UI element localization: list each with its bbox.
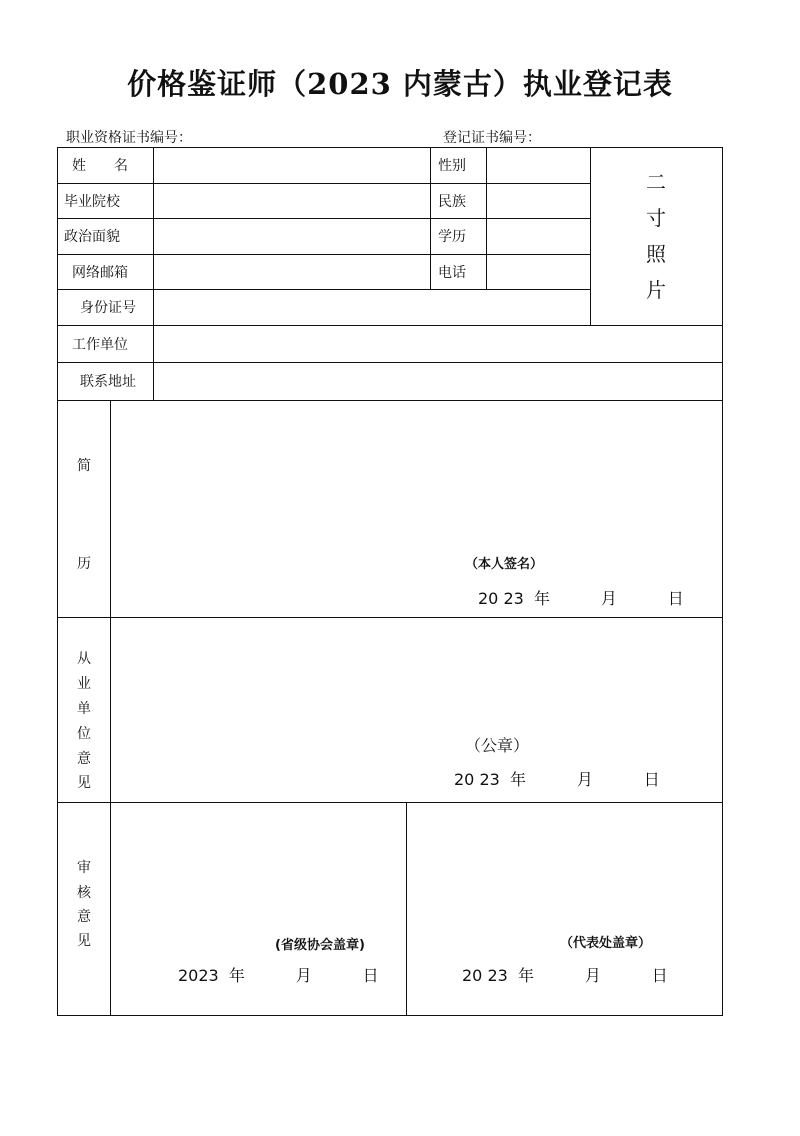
address-field[interactable] <box>154 362 722 400</box>
phone-field[interactable] <box>487 254 590 289</box>
education-field[interactable] <box>487 218 590 254</box>
photo-char: 照 <box>646 242 666 266</box>
employer-date: 20 23 年 月 日 <box>454 770 660 789</box>
photo-placeholder <box>590 147 722 325</box>
employer-label-char: 意 <box>77 751 91 767</box>
review-label-char: 审 <box>77 860 91 876</box>
employer-label-char: 见 <box>77 775 91 791</box>
address-label: 联系地址 <box>80 374 136 390</box>
provincial-seal-label: (省级协会盖章) <box>275 938 365 953</box>
email-field[interactable] <box>154 254 430 289</box>
cert-no-label: 职业资格证书编号： <box>66 130 192 146</box>
school-field[interactable] <box>154 183 430 218</box>
ethnicity-field[interactable] <box>487 183 590 218</box>
self-sign-label: （本人签名） <box>465 557 544 572</box>
employer-label-char: 单 <box>77 701 91 717</box>
office-date: 20 23 年 月 日 <box>462 966 668 985</box>
photo-char: 寸 <box>646 206 666 230</box>
gender-field[interactable] <box>487 147 590 183</box>
provincial-date: 2023 年 月 日 <box>178 966 379 985</box>
id-no-label: 身份证号 <box>80 300 136 316</box>
employer-label-char: 业 <box>77 676 91 692</box>
education-label: 学历 <box>438 229 466 245</box>
resume-label-char: 历 <box>77 556 91 572</box>
email-label: 网络邮箱 <box>72 264 128 281</box>
review-label-char: 见 <box>77 933 91 949</box>
employer-label-char: 从 <box>77 651 91 667</box>
reg-no-label: 登记证书编号： <box>443 130 541 146</box>
review-label-char: 意 <box>77 909 91 925</box>
official-seal-label: （公章） <box>465 736 530 755</box>
resume-date: 20 23 年 月 日 <box>478 589 684 608</box>
id-no-field[interactable] <box>154 289 590 325</box>
office-seal-label: （代表处盖章） <box>560 936 652 951</box>
resume-area[interactable] <box>112 402 721 616</box>
employer-label-char: 位 <box>77 726 91 742</box>
review-label-char: 核 <box>77 885 91 901</box>
page-title: 价格鉴证师（2023 内蒙古）执业登记表 <box>127 67 673 101</box>
gender-label: 性别 <box>438 158 466 174</box>
name-label: 姓 名 <box>72 158 128 174</box>
ethnicity-label: 民族 <box>438 193 466 210</box>
workplace-label: 工作单位 <box>72 336 128 353</box>
political-field[interactable] <box>154 218 430 254</box>
photo-char: 二 <box>646 170 666 194</box>
school-label: 毕业院校 <box>64 193 120 210</box>
workplace-field[interactable] <box>154 325 722 362</box>
name-field[interactable] <box>154 147 430 183</box>
resume-label-char: 简 <box>77 458 91 474</box>
photo-char: 片 <box>646 278 666 302</box>
political-label: 政治面貌 <box>64 229 120 245</box>
phone-label: 电话 <box>438 264 466 281</box>
